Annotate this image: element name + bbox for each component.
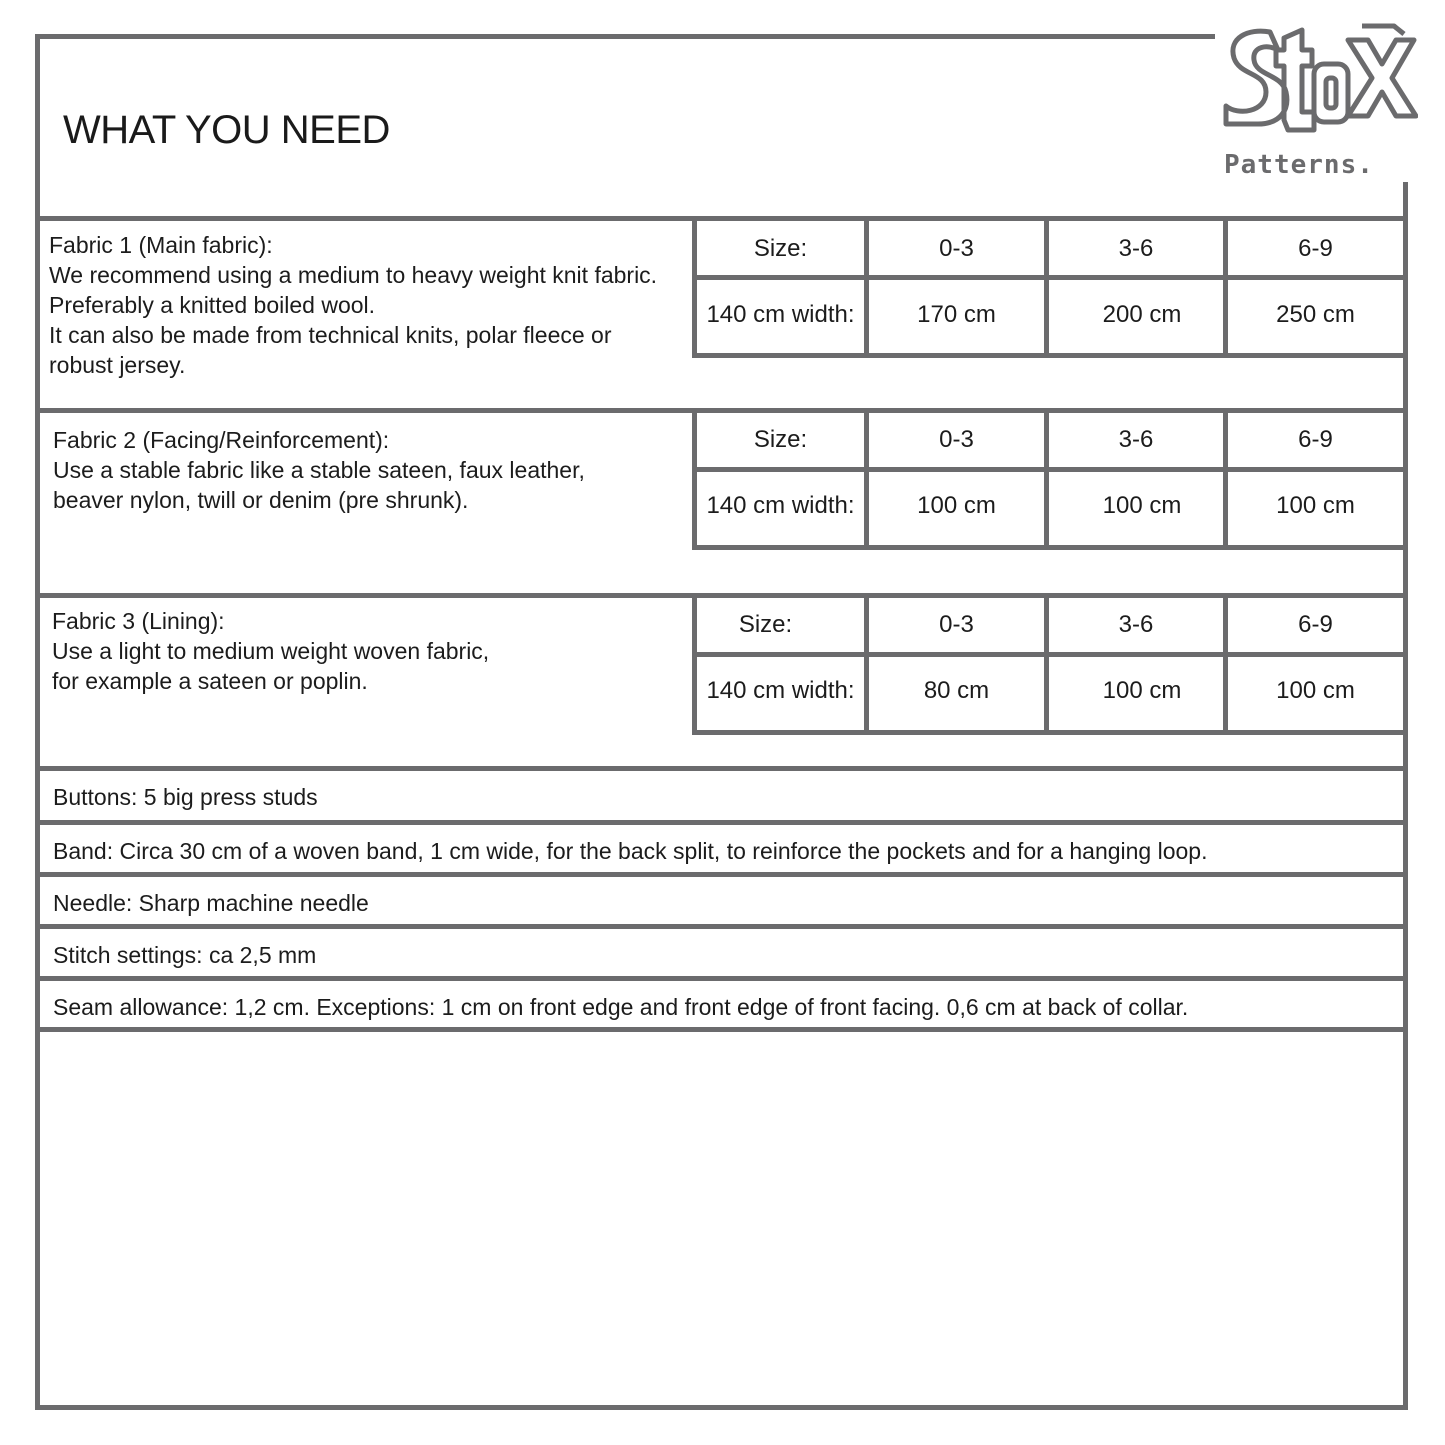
size-value: 6-9 (1298, 235, 1333, 262)
page-title: WHAT YOU NEED (63, 108, 390, 152)
width-label: 140 cm width: (706, 492, 855, 519)
width-label: 140 cm width: (706, 677, 855, 704)
amount-value: 80 cm (923, 677, 990, 704)
width-label: 140 cm width: (706, 301, 855, 328)
fabric-1-line: We recommend using a medium to heavy weight knit fabric. (49, 262, 658, 288)
table-2-bottom (692, 545, 1408, 550)
fabric-3-line: for example a sateen or poplin. (52, 668, 368, 694)
note-band: Band: Circa 30 cm of a woven band, 1 cm wide, for the back split, to reinforce the pockets and for a hanging loop. (53, 838, 1208, 864)
amount-value: 250 cm (1276, 301, 1355, 328)
brand-tagline: Patterns. (1224, 150, 1374, 180)
frame-left (35, 34, 40, 1410)
fabric-3-line: Use a light to medium weight woven fabric, (52, 638, 490, 664)
size-value: 3-6 (1118, 235, 1154, 262)
size-value: 0-3 (939, 611, 974, 638)
table-3-bottom (692, 730, 1408, 735)
amount-value: 170 cm (917, 301, 996, 328)
amount-value: 200 cm (1102, 301, 1182, 328)
section-divider (35, 408, 1408, 413)
size-value: 6-9 (1298, 611, 1333, 638)
size-value: 0-3 (939, 235, 974, 262)
section-divider (35, 924, 1408, 929)
header-divider (35, 216, 1408, 221)
fabric-1-line: It can also be made from technical knits, polar fleece or (49, 322, 612, 348)
fabric-1-line: Preferably a knitted boiled wool. (49, 292, 376, 318)
size-value: 0-3 (939, 426, 974, 453)
fabric-1-line: robust jersey. (49, 352, 186, 378)
fabric-1-line: Fabric 1 (Main fabric): (49, 232, 273, 258)
frame-right (1403, 182, 1408, 1410)
amount-value: 100 cm (917, 492, 996, 519)
note-seam: Seam allowance: 1,2 cm. Exceptions: 1 cm on front edge and front edge of front facing. 0,6 cm at back of collar. (53, 994, 1189, 1020)
frame-bottom (35, 1405, 1408, 1410)
note-needle: Needle: Sharp machine needle (53, 890, 369, 916)
note-stitch: Stitch settings: ca 2,5 mm (53, 942, 317, 968)
size-label: Size: (753, 235, 808, 262)
section-divider (35, 766, 1408, 771)
amount-value: 100 cm (1102, 677, 1182, 704)
size-value: 3-6 (1118, 426, 1154, 453)
section-divider (35, 593, 1408, 598)
amount-value: 100 cm (1102, 492, 1182, 519)
table-2-mid (692, 467, 1408, 472)
size-value: 3-6 (1118, 611, 1154, 638)
section-divider (35, 1027, 1408, 1032)
note-buttons: Buttons: 5 big press studs (53, 784, 318, 810)
section-divider (35, 976, 1408, 981)
section-divider (35, 820, 1408, 825)
table-3-mid (692, 652, 1408, 657)
fabric-3-line: Fabric 3 (Lining): (52, 608, 225, 634)
size-value: 6-9 (1298, 426, 1333, 453)
fabric-2-line: beaver nylon, twill or denim (pre shrunk). (53, 487, 469, 513)
size-label: Size: (738, 611, 793, 638)
amount-value: 100 cm (1276, 492, 1355, 519)
fabric-2-line: Fabric 2 (Facing/Reinforcement): (53, 427, 390, 453)
table-1-mid (692, 275, 1408, 280)
size-label: Size: (753, 426, 808, 453)
fabric-2-line: Use a stable fabric like a stable sateen, faux leather, (53, 457, 585, 483)
frame-top (35, 34, 1215, 39)
section-divider (35, 872, 1408, 877)
amount-value: 100 cm (1276, 677, 1355, 704)
table-1-bottom (692, 353, 1408, 358)
